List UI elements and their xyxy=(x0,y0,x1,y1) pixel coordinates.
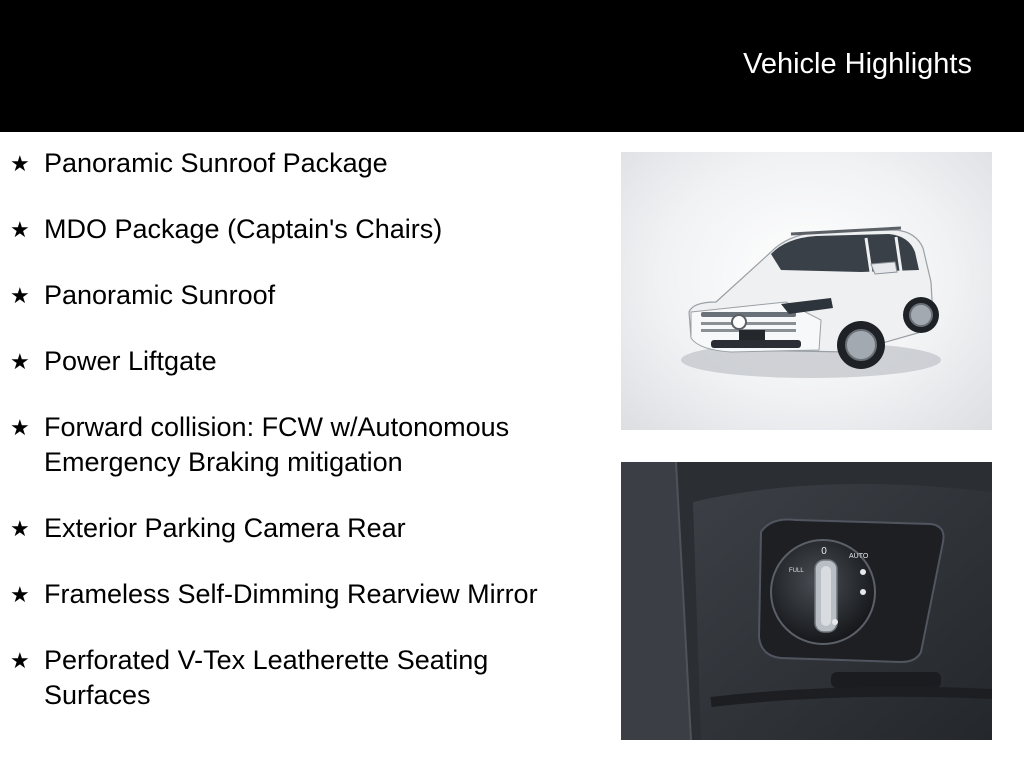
feature-label: Forward collision: FCW w/Autonomous Emergency Braking mitigation xyxy=(44,412,510,477)
list-item xyxy=(10,643,590,713)
list-item xyxy=(10,577,590,612)
star-icon: ★ xyxy=(10,516,30,541)
list-item xyxy=(10,511,590,546)
switch-auto-mark: AUTO xyxy=(849,553,869,560)
star-icon: ★ xyxy=(10,217,30,242)
headlight-switch-photo xyxy=(621,462,992,740)
suv-exterior-photo xyxy=(621,152,992,430)
star-icon: ★ xyxy=(10,582,30,607)
page-title: Vehicle Highlights xyxy=(743,48,972,80)
list-item xyxy=(10,344,590,379)
feature-label: Panoramic Sunroof Package xyxy=(44,148,388,178)
list-item xyxy=(10,212,590,247)
feature-label: MDO Package (Captain's Chairs) xyxy=(44,214,443,244)
switch-off-mark: 0 xyxy=(821,546,827,557)
feature-label: Frameless Self-Dimming Rearview Mirror xyxy=(44,579,538,609)
feature-list xyxy=(10,146,590,744)
switch-full-mark: FULL xyxy=(789,568,804,574)
header-bar xyxy=(0,0,1024,132)
star-icon: ★ xyxy=(10,415,30,440)
list-item xyxy=(10,278,590,313)
star-icon: ★ xyxy=(10,151,30,176)
list-item xyxy=(10,410,590,480)
feature-label: Panoramic Sunroof xyxy=(44,280,276,310)
list-item xyxy=(10,146,590,181)
feature-label: Perforated V-Tex Leatherette Seating Surfaces xyxy=(44,645,489,710)
star-icon: ★ xyxy=(10,349,30,374)
feature-label: Power Liftgate xyxy=(44,346,217,376)
star-icon: ★ xyxy=(10,648,30,673)
feature-label: Exterior Parking Camera Rear xyxy=(44,513,406,543)
star-icon: ★ xyxy=(10,283,30,308)
